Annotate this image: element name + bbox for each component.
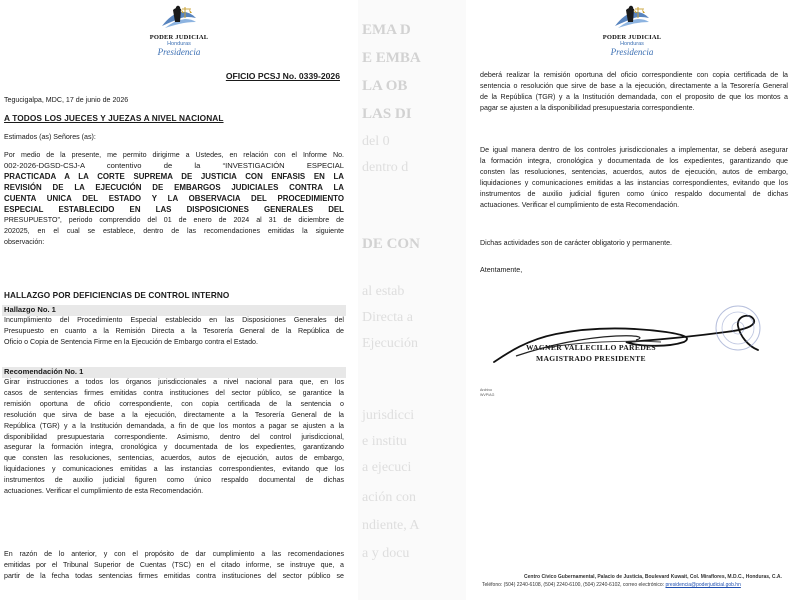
logo-institution: PODER JUDICIAL bbox=[149, 34, 209, 41]
addressee-heading: A TODOS LOS JUECES Y JUEZAS A NIVEL NACIONAL bbox=[4, 113, 224, 123]
document-page-2 bbox=[466, 0, 800, 600]
bleed-text: del 0 bbox=[362, 134, 390, 149]
logo-country: Honduras bbox=[620, 41, 644, 47]
logo-institution: PODER JUDICIAL bbox=[602, 34, 662, 41]
recommendation-label: Recomendación No. 1 bbox=[4, 367, 84, 376]
bleed-text: a ejecuci bbox=[362, 460, 412, 475]
page2-line: liquidaciones y comunicaciones emitidas a las instancias correspondientes, evitando que los bbox=[480, 178, 788, 187]
bleed-text: al estab bbox=[362, 284, 405, 299]
scales-of-justice-icon bbox=[159, 4, 199, 34]
logo-office: Presidencia bbox=[157, 47, 201, 57]
recommendation-line: República (TGR) y a la Institución demandada, a fin de que los montos a pagar se ajusten a la bbox=[4, 421, 344, 430]
bleed-text: ndiente, A bbox=[362, 518, 420, 533]
page2-paragraph-3: Dichas actividades son de carácter obligatorio y permanente. bbox=[480, 239, 673, 247]
footer-contact bbox=[482, 582, 741, 588]
page2-line: deberá realizar la remisión oportuna del oficio correspondiente con copia certificada de la bbox=[480, 71, 788, 79]
page2-line: sentencia o resolución que sirve de base a la ejecución, directamente a la Tesorería General bbox=[480, 81, 788, 90]
recommendation-line: asegurar la formación integra, cronológica y documentada de los expedientes, garantizando bbox=[4, 443, 344, 452]
bleed-text: EMA D bbox=[362, 22, 411, 38]
bleed-text: jurisdicci bbox=[362, 408, 415, 423]
recommendation-line: remisión oportuna de oficio correspondiente, con copia certificada de la sentencia o bbox=[4, 399, 344, 408]
hallazgo-line: Presupuesto en cuanto a la Remisión Directa a la Tesorería General de la República de bbox=[4, 326, 344, 335]
intro-line: CUENTA UNICA DEL ESTADO Y LA OBSERVACIA DEL PROCEDIMIENTO bbox=[4, 193, 344, 203]
intro-paragraph bbox=[4, 150, 344, 248]
closing-line: emitidas por el Tribunal Superior de Cuentas (TSC) en el citado informe, se instruye que, a bbox=[4, 560, 344, 569]
intro-line: PRESUPUESTO”, periodo comprendido del 01 de enero de 2024 al 31 de diciembre de bbox=[4, 216, 344, 225]
closing-line: partir de la fecha todas sentencias firmes emitidas contra instituciones del sector público se bbox=[4, 571, 344, 580]
bleed-text: e institu bbox=[362, 434, 407, 449]
recommendation-line: que consten las resoluciones, sentencias, acuerdos, autos de ejecución, autos de embargo, bbox=[4, 454, 344, 463]
page2-line: pagar se ajusten a la disponibilidad presupuestaria correspondiente. bbox=[480, 103, 695, 112]
recommendation-line: Girar instrucciones a todos los órganos jurisdiccionales a nivel nacional para que, en los bbox=[4, 378, 344, 386]
intro-line: 002-2026-DGSD-CSJ-A contentivo de la “INVESTIGACIÓN ESPECIAL bbox=[4, 160, 344, 170]
poder-judicial-logo bbox=[582, 4, 682, 57]
page2-line: de la República (TGR) y a la Institución demandada, con el proposito de que los montos a bbox=[480, 92, 788, 101]
letter-date: Tegucigalpa, MDC, 17 de junio de 2026 bbox=[4, 96, 129, 104]
recommendation-paragraph bbox=[4, 377, 344, 497]
recommendation-line: actuaciones. Verificar el cumplimiento de esta Recomendación. bbox=[4, 487, 204, 496]
bleed-text: LAS DI bbox=[362, 106, 412, 122]
greeting: Estimados (as) Señores (as): bbox=[4, 133, 96, 141]
footer-email-link[interactable]: presidencia@poderjudicial.gob.hn bbox=[665, 582, 741, 588]
hallazgo-line: Incumplimiento del Procedimiento Especial establecido en las Disposiciones Generales del bbox=[4, 316, 344, 324]
page2-line: De igual manera dentro de los controles jurisdiccionales a implementar, se deberá asegurar bbox=[480, 146, 788, 154]
hallazgo-line: Oficio o Copia de Sentencia Firme en la Ejecución de Embargo contra el Estado. bbox=[4, 337, 258, 346]
closing-paragraph-page1 bbox=[4, 549, 344, 582]
closing-line: En razón de lo anterior, y con el propósito de dar cumplimiento a las recomendaciones bbox=[4, 550, 344, 558]
bleed-text: a y docu bbox=[362, 546, 410, 561]
document-page-1 bbox=[0, 0, 358, 600]
bleed-text: Ejecución bbox=[362, 336, 418, 351]
page2-line: consten las resoluciones, sentencias, acuerdos, autos de ejecución, autos de embargo, bbox=[480, 167, 788, 176]
page2-paragraph-1 bbox=[480, 70, 788, 114]
hallazgo-label: Hallazgo No. 1 bbox=[4, 305, 56, 314]
footer-address: Centro Cívico Gubernamental, Palacio de Justicia, Boulevard Kuwait, Col. Miraflores, M.D.C., Honduras, C.A. bbox=[524, 574, 782, 580]
page2-line: instrumentos de auxilio judicial figuren como único respaldo documental de dichas bbox=[480, 189, 788, 198]
footer-phones: Teléfono: (504) 2240-6108, (504) 2240-6100, (504) 2240-6102, correo electrónico: bbox=[482, 582, 666, 588]
recommendation-line: resolución que sirva de base a la ejecución, directamente a la Tesorería General de la bbox=[4, 410, 344, 419]
reference-initials: Archivo WVP/AG bbox=[480, 388, 495, 397]
bleed-text: E EMBA bbox=[362, 50, 421, 66]
bleed-text: ación con bbox=[362, 490, 417, 505]
page2-paragraph-2 bbox=[480, 145, 788, 210]
intro-line: ESPECIAL ESTABLECIDO EN LAS DISPOSICIONES GENERALES DEL bbox=[4, 204, 344, 214]
bleed-text: DE CON bbox=[362, 236, 420, 252]
signer-name: WAGNER VALLECILLO PAREDES bbox=[526, 343, 656, 352]
scales-of-justice-icon bbox=[612, 4, 652, 34]
recommendation-line: instrumentos de auxilio judicial figuren como único respaldo documental de dichas bbox=[4, 476, 344, 485]
recommendation-line: liquidaciones y comunicaciones emitidas a las instancias correspondientes, evitando que los bbox=[4, 465, 344, 474]
bleed-text: LA OB bbox=[362, 78, 408, 94]
intro-line: REVISIÓN DE LA EJECUCIÓN DE EMBARGOS JUDICIALES CONTRA LA bbox=[4, 182, 344, 192]
bleed-text: Directa a bbox=[362, 310, 413, 325]
logo-country: Honduras bbox=[167, 41, 191, 47]
page2-line: la formación integra, cronológica y documentada de los expedientes, garantizando que bbox=[480, 156, 788, 165]
recommendation-line: casos de sentencias firmes emitidas contra instituciones del sector público, se garantice la bbox=[4, 388, 344, 397]
intro-line: 202025, en el cual se establece, dentro de las recomendaciones emitidas la siguiente bbox=[4, 227, 344, 236]
page2-line: actuaciones. Verificar el cumplimiento de esta Recomendación. bbox=[480, 200, 680, 209]
bleed-text: dentro d bbox=[362, 160, 409, 175]
signer-title: MAGISTRADO PRESIDENTE bbox=[536, 354, 646, 363]
intro-line: PRACTICADA A LA CORTE SUPREMA DE JUSTICIA CON ENFASIS EN LA bbox=[4, 171, 344, 181]
section-heading-hallazgo: HALLAZGO POR DEFICIENCIAS DE CONTROL INTERNO bbox=[4, 291, 230, 300]
hallazgo-paragraph bbox=[4, 315, 344, 348]
recommendation-line: disponibilidad presupuestaria correspondiente. Asimismo, dentro del control jurisdiccional, bbox=[4, 432, 344, 441]
intro-line: Por medio de la presente, me permito dirigirme a Ustedes, en relación con el Informe No. bbox=[4, 151, 344, 159]
poder-judicial-logo bbox=[129, 4, 229, 57]
logo-office: Presidencia bbox=[610, 47, 654, 57]
office-number: OFICIO PCSJ No. 0339-2026 bbox=[225, 71, 340, 81]
intro-line: observación: bbox=[4, 238, 45, 247]
closing-salutation: Atentamente, bbox=[480, 266, 523, 274]
bleed-through-strip bbox=[358, 0, 466, 600]
